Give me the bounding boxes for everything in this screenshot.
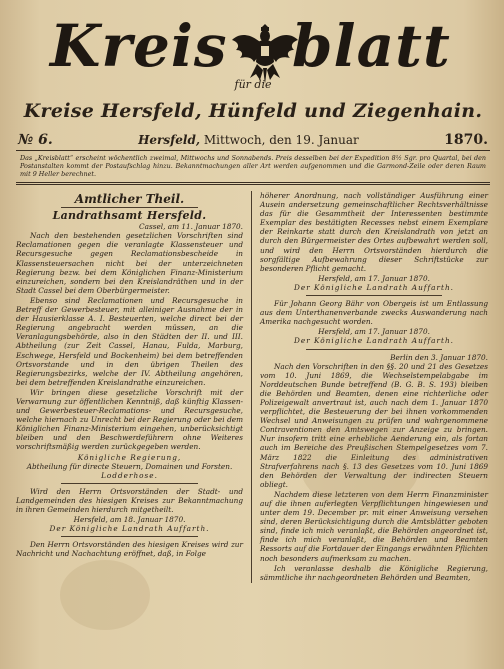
dateline: Hersfeld, am 17. Januar 1870.	[318, 273, 430, 283]
dateline: Cassel, am 11. Januar 1870.	[139, 222, 243, 232]
official-section-heading: Amtlicher Theil.	[74, 192, 185, 206]
issue-place: Hersfeld,	[138, 133, 201, 147]
article-paragraph: höherer Anordnung, nach vollständiger Ausführung einer Ausein andersetzung gemeinschaftlicher Rechtsverhältnisse das für die Gesammtheit der Interessenten bestimmte Exemplar des bestätigten Recesses nebst einem Exemplare der Reinkarte statt durch den Kreislandrath von jetzt an durch den Bürgermeister des Ortes aufbewahrt werden soll, und wird den Herrn Ortsvorständen hierdurch die sorgfältige Aufbewahrung dieser Schriftstücke zur besonderen Pflicht gemacht.	[260, 191, 488, 273]
divider	[16, 182, 490, 185]
signature: Der Königliche Landrath Auffarth.	[294, 282, 454, 292]
columns	[16, 191, 490, 583]
issue-line	[16, 132, 490, 148]
divider	[16, 150, 490, 151]
article-paragraph: Für Johann Georg Bähr von Obergeis ist um Entlassung aus dem Unterthanenverbande zwecks Auswanderung nach Amerika nachgesucht worden.	[260, 299, 488, 327]
masthead-word-left: Kreis	[50, 12, 228, 80]
right-column	[252, 191, 488, 583]
signature: Abtheilung für directe Steuern, Domainen und Forsten.	[26, 461, 233, 471]
masthead-fur-die: für die	[234, 78, 272, 91]
divider	[306, 295, 443, 296]
issue-date-text: Mittwoch, den 19. Januar	[203, 133, 359, 147]
divider	[61, 207, 197, 208]
article-paragraph: Ebenso sind Reclamationen und Recursgesuche in Betreff der Gewerbesteuer, mit alleiniger Ausnahme der in der Hausierklasse A. I. Besteuerten, welche direct bei der Regierung angebracht werden müssen, an die Veranlagungsbehörde, also in den Städten der II. und III. Abtheilung (zur Zeit Cassel, Hanau, Fulda, Marburg, Eschwege, Hersfeld und Bockenheim) bei dem betreffenden Ortsvorstande und in den übrigen Theilen des Regierungsbezirks, welche der IV. Abtheilung angehören, bei dem betreffenden Kreislandrathe einzureichen.	[16, 295, 243, 387]
signature: Lodderhose.	[101, 470, 158, 480]
article-paragraph: Wir bringen diese gesetzliche Vorschrift mit der Verwarnung zur öffentlichen Kenntniß, daß künftig Klassen- und Gewerbesteuer-Reclamations- und Recursgesuche, welche hiernach zu Unrecht bei der Regierung oder bei dem Königlichen Finanz-Ministerium eingehen, unberücksichtigt bleiben und den Beschwerdeführern ohne Weiteres vorschriftsmäßig werden zurückgegeben werden.	[16, 387, 243, 452]
divider	[61, 536, 197, 537]
dateline: Hersfeld, am 18. Januar 1870.	[73, 515, 186, 525]
divider	[306, 349, 443, 350]
issue-number: № 6.	[18, 132, 53, 148]
authority-heading: Landrathsamt Hersfeld.	[52, 209, 207, 223]
signature: Der Königliche Landrath Auffarth.	[49, 524, 210, 534]
dateline: Berlin den 3. Januar 1870.	[390, 352, 488, 362]
article-paragraph: Nachdem diese letzteren von dem Herrn Finanzminister auf die ihnen auferlegten Verpflichtungen hingewiesen und unter dem 19. December pr. mit einer Anweisung versehen sind, deren Berücksichtigung durch die Amtsblätter geboten sind, finde ich mich veranlaßt, die Behörden angeordnet ist, finde ich mich veranlaßt, die Behörden und Beamten Ressorts auf die Fortdauer der Eingangs erwähnten Pflichten noch besonders aufmerksam zu machen.	[260, 489, 488, 563]
signature: Königliche Regierung,	[77, 452, 182, 462]
masthead-word-right: blatt	[292, 12, 451, 80]
dateline: Hersfeld, am 17. Januar 1870.	[318, 327, 430, 337]
article-paragraph: Ich veranlasse deshalb die Königliche Regierung, sämmtliche ihr nachgeordneten Behörden und Beamten,	[260, 563, 488, 582]
issue-date	[138, 133, 359, 147]
article-paragraph: Nach den Vorschriften in den §§. 20 und 21 des Gesetzes vom 10. Juni 1869, die Wechselstempelabgabe im Norddeutschen Bunde betreffend (B. G. B. S. 193) bleiben die Behörden und Beamten, denen eine richterliche oder Polizeigewalt anvertraut ist, auch nach dem 1. Januar 1870 verpflichtet, die Besteuerung der bei ihnen vorkommenden Wechsel und Anweisungen zu prüfen und wahrgenommene Contraventionen den Amtswegen zur Anzeige zu bringen. Nur insofern tritt eine erhebliche Aenderung ein, als fortan auch im Bereiche des Preußischen Stempelgesetzes vom 7. März 1822 die Einleitung des administrativen Strafverfahrens nach §. 13 des Gesetzes vom 10. Juni 1869 den Behörden der Verwaltung der indirecten Steuern obliegt.	[260, 361, 488, 489]
masthead-subtitle: Kreise Hersfeld, Hünfeld und Ziegenhain.	[23, 100, 483, 122]
signature: Der Königliche Landrath Auffarth.	[294, 336, 454, 346]
divider	[61, 483, 197, 484]
issue-year: 1870.	[444, 132, 488, 148]
article-paragraph: Nach den bestehenden gesetzlichen Vorschriften sind Reclamationen gegen die veranlagte Klassensteuer und Recursgesuche gegen Reclamationsbescheide in Klassensteuersachen nicht bei der unterzeichneten Regierung bezw. bei dem Königlichen Finanz-Ministerium einzureichen, sondern bei den Kreislandräthen und in der Stadt Cassel bei dem Oberbürgermeister.	[16, 231, 243, 295]
left-column	[16, 191, 252, 583]
prussian-eagle-icon	[230, 18, 300, 86]
subscription-notice: Das „Kreisblatt“ erscheint wöchentlich zweimal, Mittwochs und Sonnabends. Preis desselben bei der Expedition 8½ Sgr. pro Quartal, bei den Postanstalten kommt der Postaufschlag hinzu. Bekanntmachungen aller Art werden aufgenommen und die Garmond-Zeile oder deren Raum mit 9 Heller berechnet.	[20, 154, 486, 178]
article-paragraph: Den Herrn Ortsvorständen des hiesigen Kreises wird zur Nachricht und Nachachtung eröffnet, daß, in Folge	[16, 540, 243, 559]
masthead	[16, 6, 490, 110]
article-paragraph: Wird den Herrn Ortsvorständen der Stadt- und Landgemeinden des hiesigen Kreises zur Bekanntmachung in ihren Gemeinden hierdurch mitgetheilt.	[16, 486, 243, 514]
